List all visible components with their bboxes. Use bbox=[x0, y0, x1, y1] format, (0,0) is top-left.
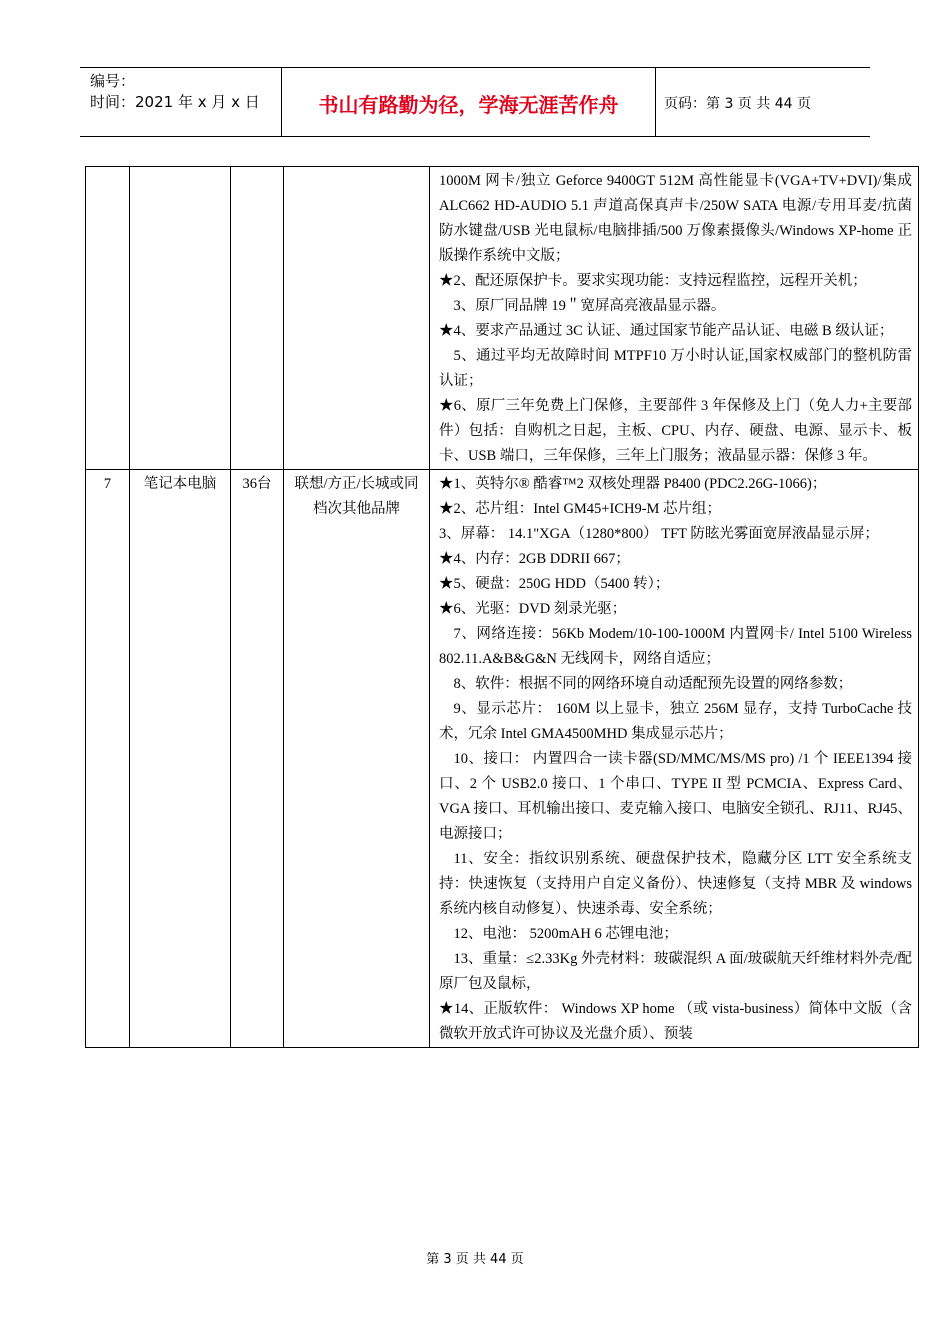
spec-line: 1000M 网卡/独立 Geforce 9400GT 512M 高性能显卡(VGA+TV+DVI)/集成 ALC662 HD-AUDIO 5.1 声道高保真声卡/250W SATA 电源/专用耳麦/抗菌防水键盘/USB 光电鼠标/电脑排插/500 万像素摄像头/Windows XP-home 正版操作系统中文版； bbox=[439, 173, 912, 264]
serial-label: 编号： bbox=[90, 72, 136, 90]
spec-line: 13、重量：≤2.33Kg 外壳材料：玻碳混织 A 面/玻碳航天纤维材料外壳/配原厂包及鼠标， bbox=[439, 951, 912, 992]
item-name-cell bbox=[130, 167, 231, 470]
item-brand-cell: 联想/方正/长城或同档次其他品牌 bbox=[284, 470, 430, 1048]
spec-line: 7、网络连接：56Kb Modem/10-100-1000M 内置网卡/ Intel 5100 Wireless 802.11.A&B&G&N 无线网卡，网络自适应； bbox=[439, 626, 912, 667]
item-brand-cell bbox=[284, 167, 430, 470]
page-footer: 第 3 页 共 44 页 bbox=[426, 1252, 524, 1267]
header-top-rule bbox=[80, 67, 870, 68]
table-row bbox=[86, 470, 919, 1048]
header-divider-right bbox=[655, 67, 656, 137]
item-number-cell bbox=[86, 167, 130, 470]
spec-line: 3、屏幕： 14.1"XGA（1280*800） TFT 防眩光雾面宽屏液晶显示屏； bbox=[439, 526, 879, 542]
item-spec-cell bbox=[430, 167, 919, 470]
spec-line: 12、电池： 5200mAH 6 芯锂电池； bbox=[453, 926, 678, 942]
spec-line: 3、原厂同品牌 19＂宽屏高亮液晶显示器。 bbox=[453, 298, 726, 314]
spec-line: ★6、光驱：DVD 刻录光驱； bbox=[439, 601, 627, 617]
item-number-cell: 7 bbox=[86, 470, 130, 1048]
item-quantity-cell: 36台 bbox=[231, 470, 284, 1048]
spec-line: ★2、配还原保护卡。要求实现功能：支持远程监控，远程开关机； bbox=[439, 273, 867, 289]
spec-table bbox=[85, 166, 919, 1048]
spec-table-body bbox=[86, 167, 919, 1048]
header-meta bbox=[90, 71, 260, 113]
spec-line: ★1、英特尔® 酷睿™2 双核处理器 P8400 (PDC2.26G-1066)； bbox=[439, 476, 827, 492]
spec-line: ★6、原厂三年免费上门保修，主要部件 3 年保修及上门（免人力+主要部件）包括：自购机之日起，主板、CPU、内存、硬盘、电源、显示卡、板卡、USB 端口，三年保修，三年上门服务；液晶显示器：保修 3 年。 bbox=[439, 398, 912, 464]
spec-line: ★14、正版软件： Windows XP home （或 vista-business）简体中文版（含微软开放式许可协议及光盘介质）、预装 bbox=[439, 1001, 912, 1042]
item-spec-cell bbox=[430, 470, 919, 1048]
spec-line: ★4、要求产品通过 3C 认证、通过国家节能产品认证、电磁 B 级认证； bbox=[439, 323, 894, 339]
spec-line: ★5、硬盘：250G HDD（5400 转）； bbox=[439, 576, 670, 592]
header-motto: 书山有路勤为径，学海无涯苦作舟 bbox=[318, 93, 619, 117]
item-quantity-cell bbox=[231, 167, 284, 470]
page-header bbox=[80, 67, 870, 137]
header-bottom-rule bbox=[80, 136, 870, 137]
header-page-number: 页码：第 3 页 共 44 页 bbox=[664, 96, 811, 112]
spec-line: 9、显示芯片： 160M 以上显卡，独立 256M 显存，支持 TurboCache 技术，冗余 Intel GMA4500MHD 集成显示芯片； bbox=[439, 701, 912, 742]
spec-line: 10、接口： 内置四合一读卡器(SD/MMC/MS/MS pro) /1 个 IEEE1394 接口、2 个 USB2.0 接口、1 个串口、TYPE II 型 PCMCIA、Express Card、VGA 接口、耳机输出接口、麦克输入接口、电脑安全锁孔、RJ11、RJ45、电源接口； bbox=[439, 751, 912, 842]
spec-line: ★4、内存：2GB DDRII 667； bbox=[439, 551, 630, 567]
spec-line: 8、软件：根据不同的网络环境自动适配预先设置的网络参数； bbox=[453, 676, 853, 692]
spec-line: 5、通过平均无故障时间 MTPF10 万小时认证,国家权威部门的整机防雷认证； bbox=[439, 348, 912, 389]
item-name-cell: 笔记本电脑 bbox=[130, 470, 231, 1048]
table-row bbox=[86, 167, 919, 470]
spec-line: ★2、芯片组：Intel GM45+ICH9-M 芯片组； bbox=[439, 501, 722, 517]
date-label: 时间：2021 年 x 月 x 日 bbox=[90, 93, 260, 111]
spec-line: 11、安全：指纹识别系统、硬盘保护技术，隐藏分区 LTT 安全系统支持：快速恢复（支持用户自定义备份）、快速修复（支持 MBR 及 windows 系统内核自动修复）、快速杀毒、安全系统； bbox=[439, 851, 912, 917]
